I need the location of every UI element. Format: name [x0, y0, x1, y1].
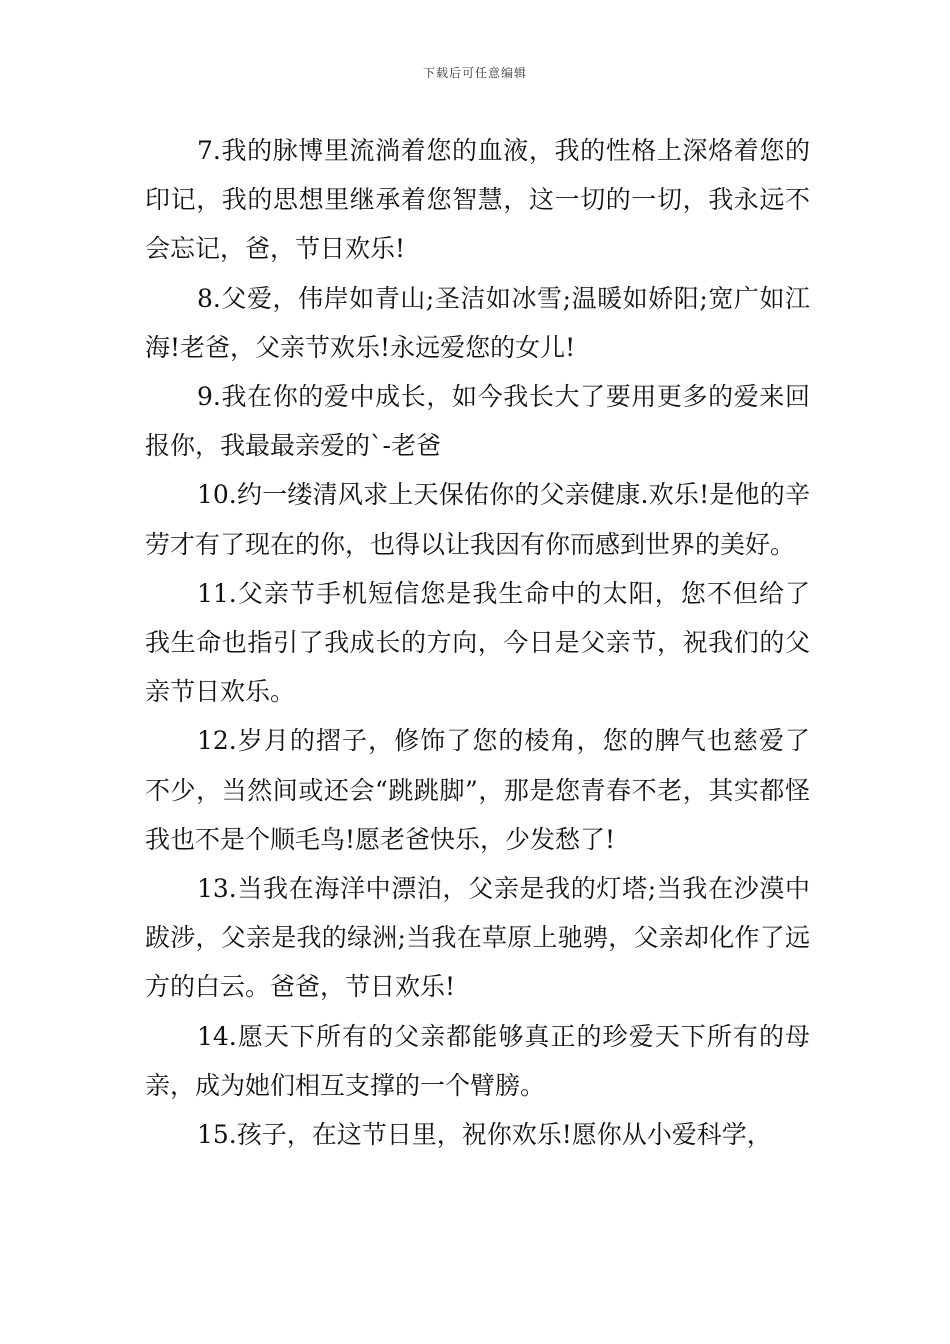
paragraph-10: 10.约一缕清风求上天保佑你的父亲健康.欢乐!是他的辛劳才有了现在的你，也得以让我因有你而感到世界的美好。 — [145, 480, 810, 559]
document-body — [145, 126, 810, 1159]
paragraph-11: 11.父亲节手机短信您是我生命中的太阳，您不但给了我生命也指引了我成长的方向，今日是父亲节，祝我们的父亲节日欢乐。 — [145, 578, 810, 707]
paragraph-9: 9.我在你的爱中成长，如今我长大了要用更多的爱来回报你，我最最亲爱的`-老爸 — [145, 382, 810, 461]
paragraph-13: 13.当我在海洋中漂泊，父亲是我的灯塔;当我在沙漠中跋涉，父亲是我的绿洲;当我在草原上驰骋，父亲却化作了远方的白云。爸爸，节日欢乐! — [145, 874, 810, 1002]
paragraph-15: 15.孩子，在这节日里，祝你欢乐!愿你从小爱科学， — [197, 1120, 772, 1150]
paragraph-7: 7.我的脉博里流淌着您的血液，我的性格上深烙着您的印记，我的思想里继承着您智慧，这一切的一切，我永远不会忘记，爸，节日欢乐! — [145, 136, 810, 264]
paragraph-12: 12.岁月的摺子，修饰了您的棱角，您的脾气也慈爱了不少，当然间或还会“跳跳脚”，那是您青春不老，其实都怪我也不是个顺毛鸟!愿老爸快乐，少发愁了! — [145, 726, 810, 854]
paragraph-14: 14.愿天下所有的父亲都能够真正的珍爱天下所有的母亲，成为她们相互支撑的一个臂膀。 — [145, 1021, 810, 1100]
page-header-note: 下载后可任意编辑 — [422, 66, 527, 80]
paragraph-8: 8.父爱，伟岸如青山;圣洁如冰雪;温暖如娇阳;宽广如江海!老爸，父亲节欢乐!永远爱您的女儿! — [145, 283, 810, 362]
